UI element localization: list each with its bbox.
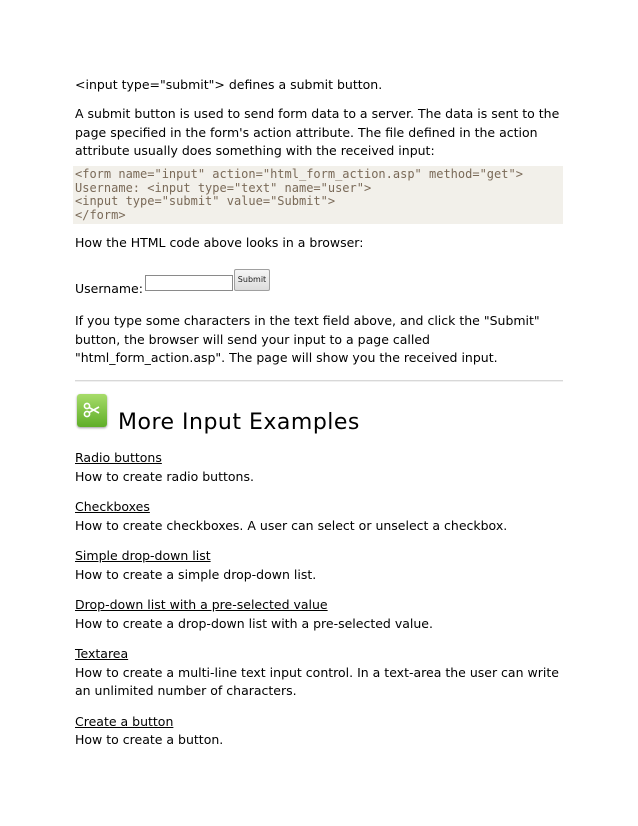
example-link-create-button[interactable]: Create a button (75, 713, 174, 729)
example-description: How to create a button. (75, 732, 224, 747)
list-item (75, 498, 565, 535)
example-description: How to create a multi-line text input control. In a text-area the user can write an unlimited number of characters. (75, 664, 559, 698)
example-description: How to create checkboxes. A user can select or unselect a checkbox. (75, 517, 508, 533)
demo-form (75, 268, 565, 298)
browser-preview-caption: How the HTML code above looks in a browser: (75, 235, 364, 250)
scissors-icon (77, 394, 107, 427)
code-example (73, 166, 563, 224)
example-link-checkboxes[interactable]: Checkboxes (75, 499, 150, 514)
code-line: </form> (75, 207, 126, 222)
code-line: <form name="input" action="html_form_action.asp" method="get"> (75, 167, 523, 181)
code-line: <input type="submit" value="Submit"> (75, 194, 336, 209)
submit-button[interactable]: Submit (234, 269, 270, 291)
examples-list (75, 449, 565, 762)
example-description: How to create radio buttons. (75, 468, 254, 484)
example-link-textarea[interactable]: Textarea (75, 646, 129, 661)
explanation-paragraph: If you type some characters in the text field above, and click the "Submit" button, the browser will send your input to a page called "html_form_action.asp". The page will show you the received input. (75, 313, 540, 365)
intro-paragraph: <input type="submit"> defines a submit button. (75, 77, 383, 92)
example-link-radio-buttons[interactable]: Radio buttons (75, 450, 162, 465)
example-description: How to create a drop-down list with a pre-selected value. (75, 615, 433, 631)
list-item (75, 645, 565, 701)
list-item (75, 596, 565, 633)
username-input[interactable] (145, 275, 233, 291)
code-line: Username: <input type="text" name="user"> (75, 180, 372, 195)
section-divider (75, 380, 563, 382)
list-item (75, 547, 565, 584)
description-paragraph: A submit button is used to send form data to a server. The data is sent to the page specified in the form's action attribute. The file defined in the action attribute usually does something with the received input: (75, 106, 560, 158)
example-link-preselected-drop-down[interactable]: Drop-down list with a pre-selected value (75, 597, 328, 612)
section-title: More Input Examples (118, 410, 360, 435)
example-description: How to create a simple drop-down list. (75, 566, 317, 582)
username-label: Username: (75, 281, 143, 296)
example-link-simple-drop-down[interactable]: Simple drop-down list (75, 548, 211, 563)
list-item (75, 713, 565, 750)
list-item (75, 449, 565, 486)
